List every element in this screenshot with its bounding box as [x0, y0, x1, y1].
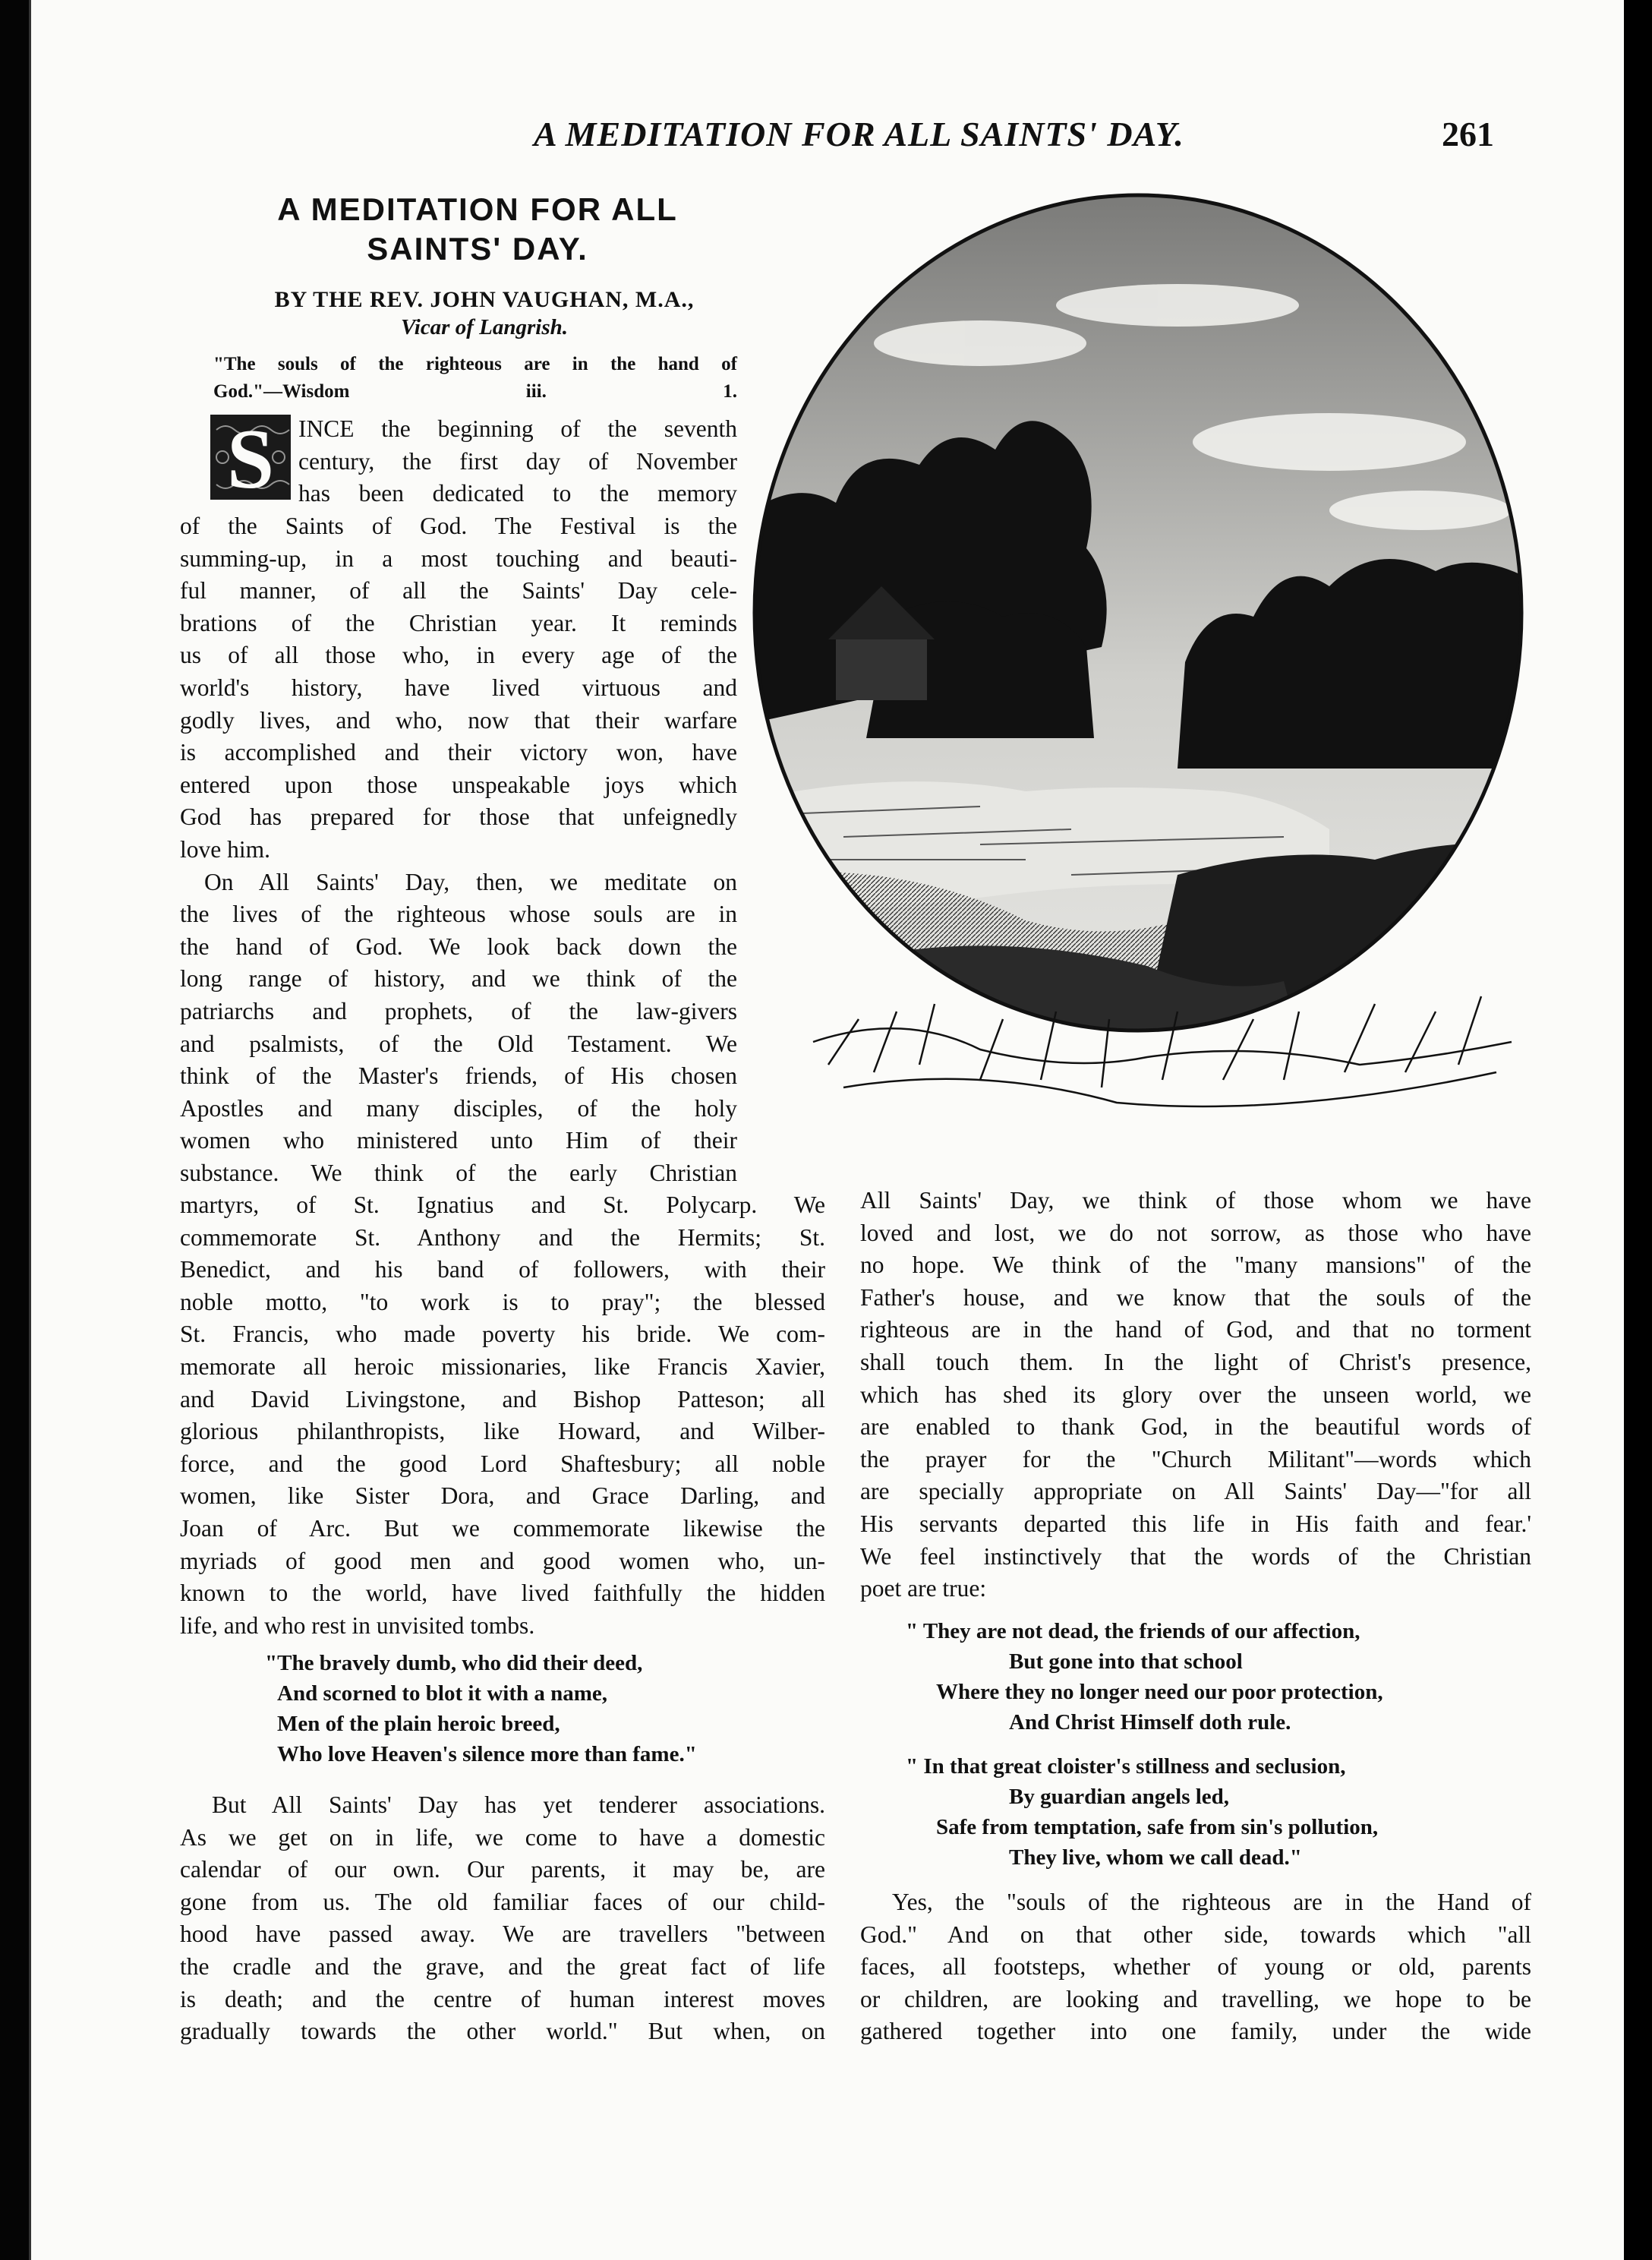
poem-quote-3: [906, 1751, 1378, 1873]
poem-line: Safe from temptation, safe from sin's pollution,: [936, 1815, 1379, 1839]
poem-line: They live, whom we call dead.": [1009, 1845, 1302, 1870]
text-line: the lives of the righteous whose souls are in: [180, 901, 737, 928]
text-line: INCE the beginning of the seventh: [298, 415, 737, 442]
column-left-closing: [180, 1789, 825, 2048]
text-line: entered upon those unspeakable joys which: [180, 771, 737, 798]
text-line: or children, are looking and travelling, we hope to be: [860, 1985, 1531, 2012]
text-line: We feel instinctively that the words of the Christian: [860, 1542, 1531, 1570]
text-line: calendar of our own. Our parents, it may be, are: [180, 1856, 825, 1883]
text-line: As we get on in life, we come to have a domestic: [180, 1823, 825, 1851]
text-line: of the Saints of God. The Festival is the: [180, 513, 737, 539]
epigraph: [213, 351, 737, 406]
poem-quote-1: [265, 1648, 697, 1769]
text-line: All Saints' Day, we think of those whom we have: [860, 1187, 1531, 1214]
text-line: life, and who rest in unvisited tombs.: [180, 1611, 535, 1639]
text-line: Joan of Arc. But we commemorate likewise the: [180, 1514, 825, 1542]
text-line: memorate all heroic missionaries, like Francis Xavier,: [180, 1353, 825, 1380]
landscape-illustration: [752, 191, 1542, 1156]
text-line: poet are true:: [860, 1575, 987, 1602]
text-line: God." And on that other side, towards which "all: [860, 1921, 1531, 1948]
text-line: the prayer for the "Church Militant"—words which: [860, 1445, 1531, 1472]
scan-edge: [0, 0, 29, 2260]
text-line: On All Saints' Day, then, we meditate on: [204, 868, 737, 895]
poem-line: And scorned to blot it with a name,: [277, 1681, 608, 1706]
text-line: myriads of good men and good women who, un-: [180, 1547, 825, 1574]
text-line: shall touch them. In the light of Christ's presence,: [860, 1348, 1531, 1375]
text-line: gone from us. The old familiar faces of our child-: [180, 1888, 825, 1915]
poem-line: But gone into that school: [1009, 1649, 1243, 1674]
poem-line: Where they no longer need our poor protection,: [936, 1680, 1383, 1704]
poem-line: By guardian angels led,: [1009, 1785, 1230, 1809]
dropcap-letter: S: [226, 415, 275, 500]
text-line: godly lives, and who, now that their warfare: [180, 706, 737, 734]
poem-line: "The bravely dumb, who did their deed,: [265, 1651, 643, 1675]
running-head: A MEDITATION FOR ALL SAINTS' DAY.: [534, 115, 1184, 153]
book-page: [29, 0, 1624, 2260]
text-line: women, like Sister Dora, and Grace Darling, and: [180, 1482, 825, 1510]
text-line: glorious philanthropists, like Howard, and Wilber-: [180, 1418, 825, 1445]
text-line: long range of history, and we think of the: [180, 965, 737, 993]
text-line: century, the first day of November: [298, 447, 737, 475]
text-line: world's history, have lived virtuous and: [180, 674, 737, 701]
text-line: But All Saints' Day has yet tenderer associations.: [212, 1791, 825, 1818]
page-number: 261: [1442, 115, 1494, 153]
text-line: the cradle and the grave, and the great fact of life: [180, 1952, 825, 1980]
text-line: substance. We think of the early Christian: [180, 1159, 737, 1186]
text-line: gradually towards the other world." But when, on: [180, 2018, 825, 2045]
text-line: are specially appropriate on All Saints' Day—"for all: [860, 1478, 1531, 1505]
text-line: Father's house, and we know that the souls of the: [860, 1283, 1531, 1311]
text-line: no hope. We think of the "many mansions" of the: [860, 1252, 1531, 1279]
byline: BY THE REV. JOHN VAUGHAN, M.A.,: [274, 287, 695, 312]
text-line: commemorate St. Anthony and the Hermits; St.: [180, 1223, 825, 1251]
title-line: A MEDITATION FOR ALL: [277, 191, 678, 227]
text-line: St. Francis, who made poverty his bride. We com-: [180, 1321, 825, 1348]
text-line: and David Livingstone, and Bishop Patteson; all: [180, 1385, 825, 1412]
text-line: noble motto, "to work is to pray"; the blessed: [180, 1288, 825, 1315]
title-line: SAINTS' DAY.: [367, 231, 588, 267]
poem-line: Who love Heaven's silence more than fame.": [277, 1742, 697, 1766]
byline-subtitle: Vicar of Langrish.: [401, 315, 568, 339]
text-line: the hand of God. We look back down the: [180, 933, 737, 960]
text-line: Apostles and many disciples, of the holy: [180, 1094, 737, 1122]
text-line: ful manner, of all the Saints' Day cele-: [180, 577, 737, 604]
text-line: brations of the Christian year. It reminds: [180, 609, 737, 636]
text-line: us of all those who, in every age of the: [180, 642, 737, 669]
poem-line: Men of the plain heroic breed,: [277, 1712, 560, 1736]
text-line: think of the Master's friends, of His chosen: [180, 1062, 737, 1090]
column-left-narrow: [180, 510, 737, 1189]
text-line: His servants departed this life in His faith and fear.': [860, 1510, 1531, 1537]
epigraph-line: God."—Wisdom iii. 1.: [213, 381, 737, 402]
text-line: has been dedicated to the memory: [298, 480, 737, 507]
poem-line: " In that great cloister's stillness and seclusion,: [906, 1754, 1346, 1779]
epigraph-line: "The souls of the righteous are in the hand of: [213, 354, 737, 374]
text-line: gathered together into one family, under the wide: [860, 2018, 1531, 2045]
text-line: righteous are in the hand of God, and that no torment: [860, 1316, 1531, 1343]
column-right-closing: [860, 1886, 1531, 2048]
text-line: which has shed its glory over the unseen world, we: [860, 1381, 1531, 1408]
article-title: [235, 190, 720, 269]
text-line: Yes, the "souls of the righteous are in the Hand of: [892, 1889, 1531, 1915]
text-line: women who ministered unto Him of their: [180, 1127, 737, 1154]
column-right: [860, 1185, 1531, 1605]
text-line: summing-up, in a most touching and beauti-: [180, 544, 737, 572]
text-line: love him.: [180, 835, 270, 863]
text-line: hood have passed away. We are travellers "between: [180, 1921, 825, 1948]
text-line: and psalmists, of the Old Testament. We: [180, 1030, 737, 1057]
text-line: is accomplished and their victory won, have: [180, 739, 737, 766]
text-line: patriarchs and prophets, of the law-givers: [180, 997, 737, 1024]
poem-line: " They are not dead, the friends of our affection,: [906, 1619, 1360, 1643]
text-line: loved and lost, we do not sorrow, as those who have: [860, 1219, 1531, 1246]
poem-line: And Christ Himself doth rule.: [1009, 1710, 1291, 1734]
text-line: force, and the good Lord Shaftesbury; all noble: [180, 1450, 825, 1477]
text-line: known to the world, have lived faithfully the hidden: [180, 1580, 825, 1607]
column-left-wide: [180, 1189, 825, 1642]
dropcap-paragraph: [298, 413, 737, 510]
poem-quote-2: [906, 1616, 1383, 1738]
text-line: is death; and the centre of human interest moves: [180, 1985, 825, 2012]
text-line: Benedict, and his band of followers, with their: [180, 1256, 825, 1283]
text-line: are enabled to thank God, in the beautiful words of: [860, 1413, 1531, 1441]
text-line: martyrs, of St. Ignatius and St. Polycarp. We: [180, 1192, 825, 1218]
text-line: God has prepared for those that unfeignedly: [180, 803, 737, 831]
ornamental-dropcap-icon: [210, 415, 291, 500]
text-line: faces, all footsteps, whether of young or old, parents: [860, 1953, 1531, 1981]
